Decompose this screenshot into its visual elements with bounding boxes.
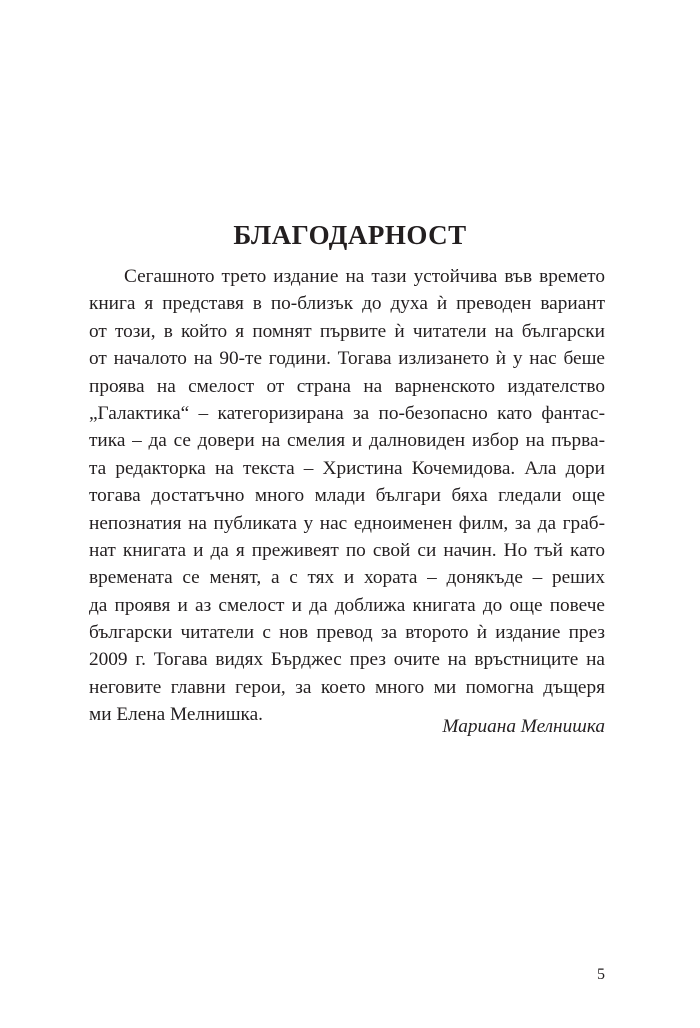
page-number: 5 (597, 966, 605, 983)
text-line: тика – да се довери на смелия и далновиден избор на първа- (89, 430, 605, 452)
text-line: непознатия на публиката у нас едноименен филм, за да граб- (89, 512, 605, 534)
acknowledgement-paragraph (89, 263, 605, 729)
text-line: от този, в който я помнят първите ѝ читатели на български (89, 320, 605, 342)
text-line: „Галактика“ – категоризирана за по-безопасно като фантас- (89, 402, 605, 424)
text-line: книга я представя в по-близък до духа ѝ преводен вариант (89, 293, 605, 315)
text-line: проява на смелост от страна на варненското издателство (89, 375, 605, 397)
text-line: Сегашното трето издание на тази устойчива във времето (124, 266, 605, 287)
text-line: ми Елена Мелнишка. (89, 704, 264, 726)
text-line: неговите главни герои, за което много ми помогна дъщеря (89, 676, 605, 698)
author-signature: Мариана Мелнишка (442, 716, 605, 737)
text-line: тогава достатъчно много млади българи бяха гледали още (89, 485, 605, 507)
text-line: та редакторка на текста – Христина Кочемидова. Ала дори (89, 457, 605, 479)
text-line: нат книгата и да я преживеят по свой си начин. Но тъй като (89, 539, 605, 561)
text-line: български читатели с нов превод за второто ѝ издание през (89, 622, 605, 644)
text-line: 2009 г. Тогава видях Бърджес през очите на връстниците на (89, 649, 605, 671)
text-line: времената се менят, а с тях и хората – донякъде – реших (89, 567, 605, 589)
text-line: да проявя и аз смелост и да доближа книгата до още повече (89, 594, 605, 616)
text-line: от началото на 90-те години. Тогава излизането ѝ у нас беше (89, 348, 605, 370)
page-title: БЛАГОДАРНОСТ (233, 220, 467, 250)
